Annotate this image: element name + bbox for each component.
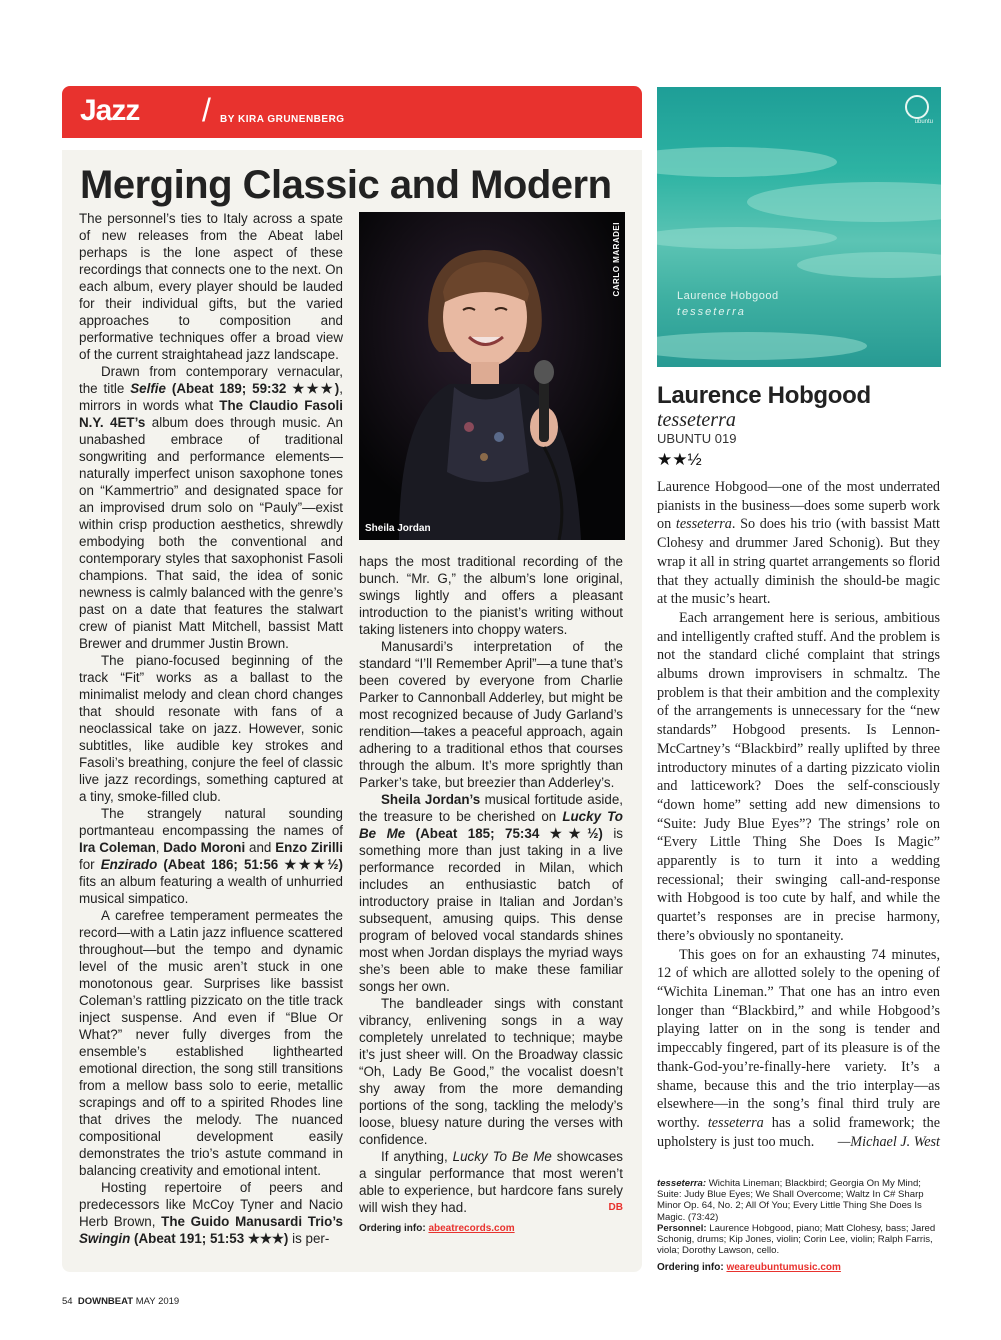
paragraph: Drawn from contemporary vernacular, the title Selfie (Abeat 189; 59:32 ★★★), mirrors in words what The Claudio Fasoli N.Y. 4ET’s album does through music. An unabashed embrace of traditional songwriting and performance elements—naturally imperfect unison saxophone tones on “Kammertrio” and designated space for an improvised drum solo on “Pauly”—exist within crisp production aesthetics, shrewdly embodying both the conventional and contemporary styles that saxophonist Fasoli champions. That said, the idea of sonic newness is calmly balanced with the genre’s past on a date that features the stalwart crew of pianist Matt Mitchell, bassist Matt Brewer and drummer Justin Brown. [79,364,343,651]
paragraph: If anything, Lucky To Be Me showcases a singular performance that most weren’t able to experience, but hardcore fans surely will wish they had. DB [359,1149,623,1215]
track-listing: tesseterra: Wichita Lineman; Blackbird; Georgia On My Mind; Suite: Judy Blue Eyes; We Shall Overcome; Waltz In C# Sharp Minor Op. 64, No. 2; All Of You; Every Little Thing She Does Is Magic. (73:42) Personnel: Laurence Hobgood, piano; Matt Clohesy, bass; Jared Schonig, drums; Kip Jones, violin; Corin Lee, violin; Ralph Farris, viola; Dorothy Lawson, cello. [657,1178,936,1257]
page-folio [62,1296,179,1307]
album-cover [657,87,941,367]
paragraph: Each arrangement here is serious, ambitious and intelligently crafted stuff. And the problem is not the standard cliché complaint that strings albums drown improvisers in schmaltz. The problem is that their ambition and the complexity of the arrangements is unnecessary for the “new standards” Hobgood presents. Is Lennon-McCartney’s “Blackbird” really uplifted by three introductory minutes of a darting pizzicato violin and latticework? Does the self-consciously “down home” setting add new dimensions to “Suite: Judy Blue Eyes”? The strings’ role on “Every Little Thing She Does Is Magic” apparently is to turn it into a wedding recessional; their swinging call-and-response with Hobgood is too cute by half, and while the quartet’s responses are in precise harmony, there’s obviously no spontaneity. [657,609,940,944]
paragraph: A carefree temperament permeates the record—with a Latin jazz influence scattered throughout—but the tempo and dynamic level of the music aren’t stuck in one monotonous gear. Surprises like bassist Coleman’s rattling pizzicato on the title track inject suspense. And even if “Blue Or What?” never fully diverges from the ensemble’s established lighthearted emotional direction, the song still transitions from a mellow bass solo to eerie, metallic scrapings and off to a spirited Rhodes line that drives the melody. The nuanced compositional development easily demonstrates the trio’s astute command in balancing creativity and emotional intent. [79,908,343,1178]
paragraph: Manusardi’s interpretation of the standard “I’ll Remember April”—a tune that’s been covered by everyone from Charlie Parker to Cannonball Adderley, but might be most recognized because of Judy Garland’s rendition—takes a peaceful approach, again adhering to a traditional ethos that courses through the album. It’s more sprightly than Parker’s take, but breezier than Adderley’s. [359,639,623,790]
article-column-1 [79,210,343,1247]
review-artist: Laurence Hobgood [657,382,871,409]
label-logo-text: ubuntu [914,119,933,125]
album-cover-artist: Laurence Hobgood [677,290,779,302]
singer-illustration [359,212,625,540]
page-number: 54 [62,1296,73,1307]
paragraph: The piano-focused beginning of the track “Fit” works as a ballast to the minimalist melody and clean chord changes that should resonate with fans of a neoclassical take on jazz. However, sonic subtitles, like audible key strokes and Fasoli’s breathing, conjure the feel of classic live jazz recordings, something captured at a tiny, smoke-filled club. [79,653,343,804]
sheila-jordan-photo [359,212,625,540]
photo-credit: CARLO MARADEI [612,222,621,297]
article-column-2 [359,553,623,1237]
review-body [657,478,940,1151]
ubuntu-logo-icon [905,95,929,119]
section-slash: / [202,92,211,128]
review-ordering-link[interactable]: weareubuntumusic.com [726,1262,841,1273]
magazine-name: DOWNBEAT [77,1296,134,1307]
paragraph: The bandleader sings with constant vibrancy, enlivening songs in a way completely unrelated to technique; maybe it’s just sheer will. On the Broadway classic “Oh, Lady Be Good,” the vocalist doesn’t shy away from the more demanding portions of the song, tackling the melody’s loose, bluesy nature during the verses with confidence. [359,996,623,1147]
paragraph: This goes on for an exhausting 74 minutes, 12 of which are allotted solely to the opening of “Wichita Lineman.” That one has an intro even longer than “Blackbird,” and while Hobgood’s playing latter on in the song is tender and impeccably fingered, part of its pleasure is of the thank-God-you’re-finally-here variety. It’s a shame, because this and the trio interplay—as elsewhere—in the song’s final third truly are worthy. tesseterra has a solid framework; the upholstery is just too much. —Michael J. West [657,946,941,1150]
issue-date: MAY 2019 [135,1296,180,1307]
paragraph: Sheila Jordan’s musical fortitude aside, the treasure to be cherished on Lucky To Be Me (Abeat 185; 75:34 ★★½) is something more than just taking in a live performance recorded in Milan, which includes an enthusiastic batch of introductory praise in Italian and Jordan’s subsequent, amusing quips. This dense program of beloved vocal standards shines most when Jordan displays the myriad ways she’s been able to make these familiar songs her own. [359,792,624,994]
review-ordering-info: Ordering info: weareubuntumusic.com [657,1262,841,1273]
db-end-mark: DB [608,1202,623,1213]
review-signature: —Michael J. West [837,1133,940,1150]
ordering-info: Ordering info: abeatrecords.com [359,1223,515,1234]
paragraph: The strangely natural sounding portmanteau encompassing the names of Ira Coleman, Dado Moroni and Enzo Zirilli for Enzirado (Abeat 186; 51:56 ★★★½) fits an album featuring a wealth of unhurried musical simpatico. [79,806,344,906]
review-title: tesseterra [657,409,736,431]
paragraph: Laurence Hobgood—one of the most underrated pianists in the business—does some superb work on tesseterra. So does his trio (with bassist Matt Clohesy and drummer Jared Schonig). But they wrap it all in string quartet arrangements so florid that they actually diminish the should-be magic at the music’s heart. [657,479,940,608]
review-label: UBUNTU 019 [657,431,737,446]
headline: Merging Classic and Modern [80,163,612,207]
paragraph: haps the most traditional recording of the bunch. “Mr. G,” the album’s lone original, swings lightly and offers a pleasant introduction to the pianist’s writing without taking listeners into choppy waters. [359,554,623,637]
section-header [62,86,642,138]
album-cover-title: tesseterra [677,306,746,318]
byline: BY KIRA GRUNENBERG [220,114,345,125]
photo-caption: Sheila Jordan [365,523,431,534]
paragraph: Hosting repertoire of peers and predecessors like McCoy Tyner and Nacio Herb Brown, The Guido Manusardi Trio’s Swingin (Abeat 191; 51:53 ★★★) is per- [79,1180,343,1246]
paragraph: The personnel’s ties to Italy across a spate of new releases from the Abeat label perhaps is the lone aspect of these recordings that connects one to the next. On each album, every player should be lauded for their individual gifts, but the varied approaches to composition and performative techniques offer a broad view of the current straightahead jazz landscape. [79,211,343,362]
section-title: Jazz [80,94,140,127]
star-rating: ★★½ [657,450,702,469]
ordering-link[interactable]: abeatrecords.com [428,1223,515,1234]
